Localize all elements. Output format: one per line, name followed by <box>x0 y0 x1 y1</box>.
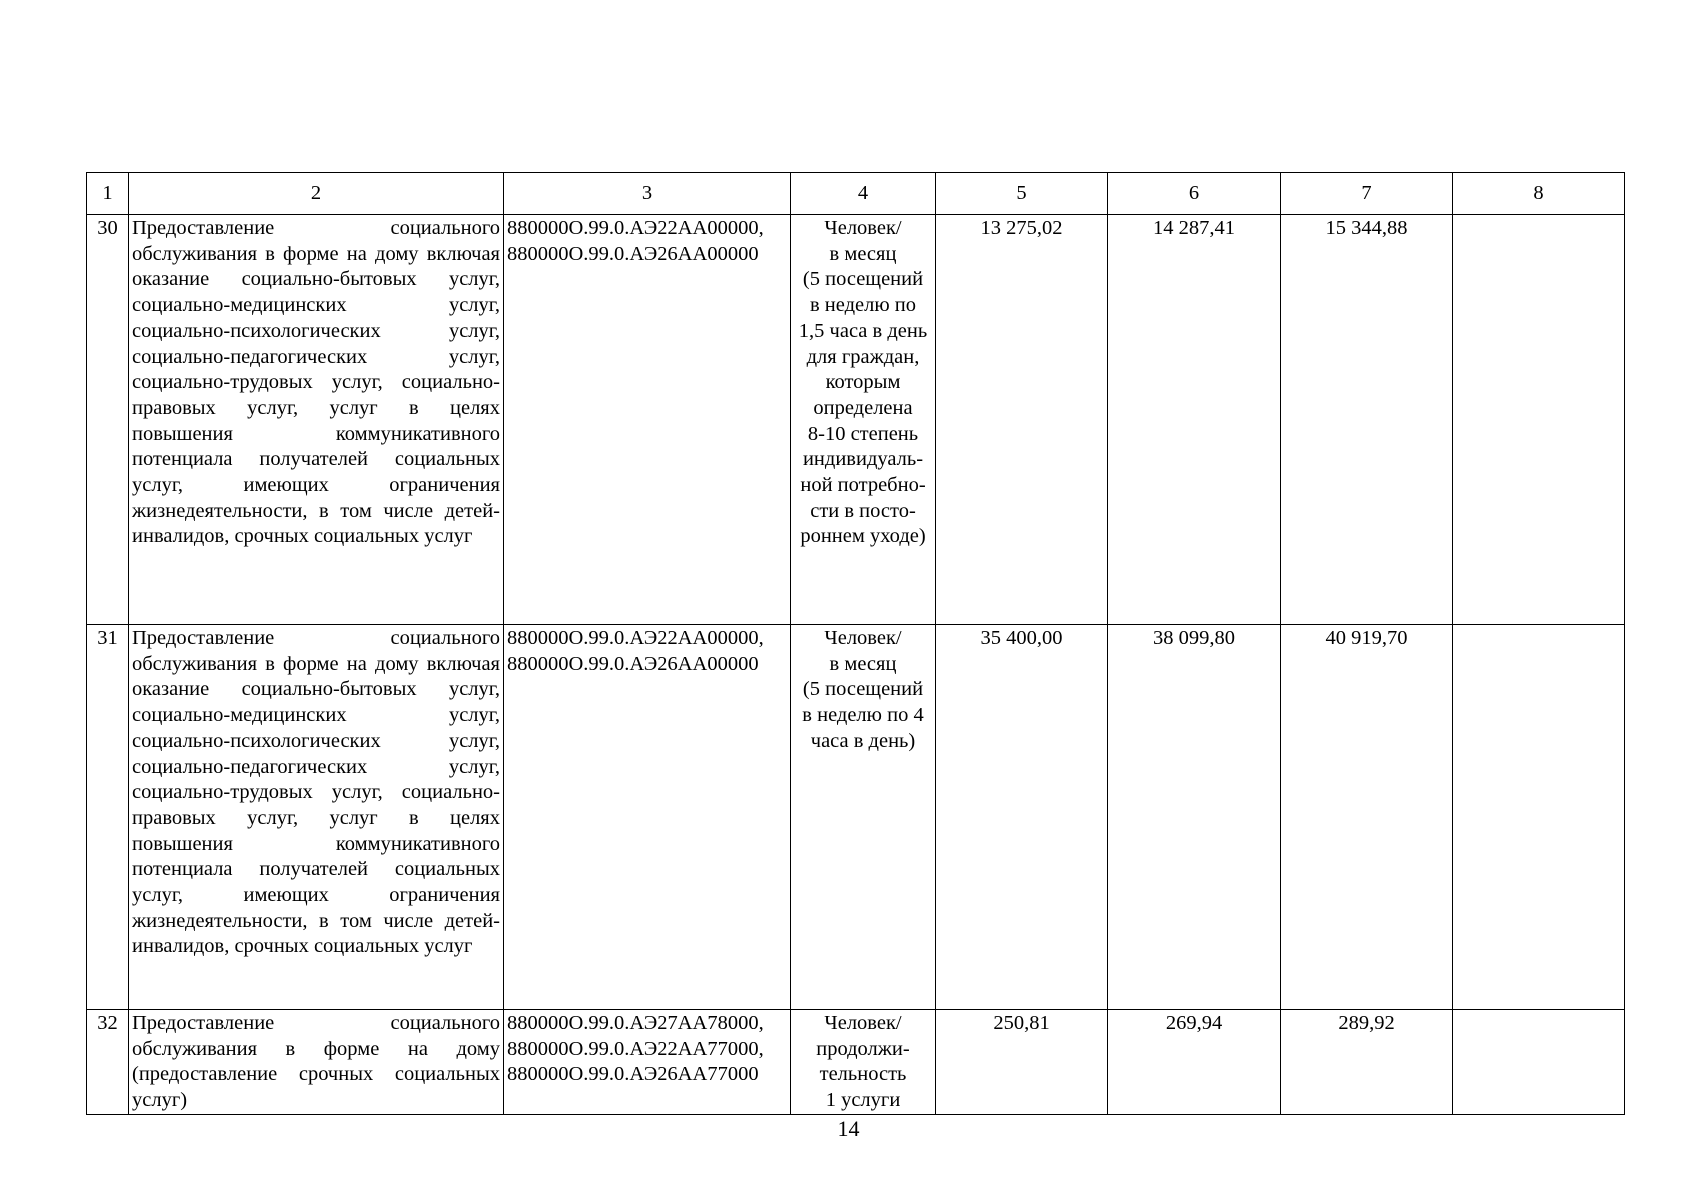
unit-line: сти в посто- <box>810 499 916 522</box>
registry-code-cell <box>504 625 791 1010</box>
value-cell-6: 38 099,80 <box>1108 625 1281 1010</box>
registry-code-line: 880000О.99.0.АЭ27АА78000, <box>507 1012 764 1034</box>
value-cell-5: 250,81 <box>936 1010 1108 1115</box>
service-name-cell: Предоставление социального обслуживания в форме на дому включая оказание социально-бытовых услуг, социально-медицинских услуг, социально-психологических услуг, социально-педагогических услуг, социально-трудовых услуг, социально-правовых услуг, услуг в целях повышения коммуникативного потенциала получателей социальных услуг, имеющих ограничения жизнедеятельности, в том числе детей-инвалидов, срочных социальных услуг <box>129 625 504 1010</box>
value-cell-6: 14 287,41 <box>1108 215 1281 625</box>
value-cell-5: 35 400,00 <box>936 625 1108 1010</box>
value-cell-7: 289,92 <box>1281 1010 1453 1115</box>
header-cell-2: 2 <box>129 173 504 215</box>
unit-line: в месяц <box>829 652 897 675</box>
registry-code-line: 880000О.99.0.АЭ26АА77000 <box>507 1063 759 1086</box>
registry-code-line: 880000О.99.0.АЭ26АА00000 <box>507 652 759 675</box>
row-number-cell: 30 <box>87 215 129 625</box>
registry-code-cell <box>504 215 791 625</box>
unit-line: в месяц <box>829 242 897 265</box>
table-row <box>87 625 1625 1010</box>
unit-line: (5 посещений <box>802 678 924 701</box>
unit-line: Человек/ <box>824 627 902 649</box>
registry-code-cell <box>504 1010 791 1115</box>
header-row <box>87 173 1625 215</box>
header-cell-5: 5 <box>936 173 1108 215</box>
unit-line: определена <box>813 396 913 419</box>
value-cell-8 <box>1453 625 1625 1010</box>
unit-line: (5 посещений <box>802 268 924 291</box>
unit-line: 1,5 часа в день <box>798 319 928 342</box>
unit-line: в неделю по 4 <box>802 704 924 727</box>
row-number-cell: 31 <box>87 625 129 1010</box>
header-cell-1: 1 <box>87 173 129 215</box>
page-number: 14 <box>837 1116 860 1141</box>
registry-code-line: 880000О.99.0.АЭ22АА00000, <box>507 217 764 239</box>
unit-line: роннем уходе) <box>800 525 926 548</box>
header-cell-3: 3 <box>504 173 791 215</box>
value-cell-6: 269,94 <box>1108 1010 1281 1115</box>
unit-line: ной потребно- <box>800 474 926 497</box>
unit-line: продолжи- <box>816 1037 910 1060</box>
service-name-cell: Предоставление социального обслуживания в форме на дому (предоставление срочных социальных услуг) <box>129 1010 504 1115</box>
header-cell-6: 6 <box>1108 173 1281 215</box>
unit-line: часа в день) <box>810 729 916 752</box>
value-cell-7: 15 344,88 <box>1281 215 1453 625</box>
table-row <box>87 1010 1625 1115</box>
header-cell-8: 8 <box>1453 173 1625 215</box>
unit-line: Человек/ <box>824 1012 902 1034</box>
tariff-table <box>86 172 1625 1115</box>
unit-line: которым <box>825 371 901 394</box>
unit-line: в неделю по <box>809 294 917 317</box>
unit-cell <box>791 215 936 625</box>
table-row <box>87 215 1625 625</box>
value-cell-8 <box>1453 215 1625 625</box>
header-cell-4: 4 <box>791 173 936 215</box>
header-cell-7: 7 <box>1281 173 1453 215</box>
unit-line: индивидуаль- <box>802 448 924 471</box>
unit-line: Человек/ <box>824 217 902 239</box>
registry-code-line: 880000О.99.0.АЭ22АА77000, <box>507 1037 764 1060</box>
value-cell-8 <box>1453 1010 1625 1115</box>
unit-cell <box>791 625 936 1010</box>
row-number-cell: 32 <box>87 1010 129 1115</box>
service-name-cell: Предоставление социального обслуживания в форме на дому включая оказание социально-бытовых услуг, социально-медицинских услуг, социально-психологических услуг, социально-педагогических услуг, социально-трудовых услуг, социально-правовых услуг, услуг в целях повышения коммуникативного потенциала получателей социальных услуг, имеющих ограничения жизнедеятельности, в том числе детей-инвалидов, срочных социальных услуг <box>129 215 504 625</box>
registry-code-line: 880000О.99.0.АЭ26АА00000 <box>507 242 759 265</box>
unit-line: для граждан, <box>806 345 920 368</box>
unit-line: 8-10 степень <box>807 422 919 445</box>
unit-cell <box>791 1010 936 1115</box>
value-cell-7: 40 919,70 <box>1281 625 1453 1010</box>
unit-line: 1 услуги <box>825 1089 901 1112</box>
registry-code-line: 880000О.99.0.АЭ22АА00000, <box>507 627 764 649</box>
value-cell-5: 13 275,02 <box>936 215 1108 625</box>
unit-line: тельность <box>819 1063 907 1086</box>
